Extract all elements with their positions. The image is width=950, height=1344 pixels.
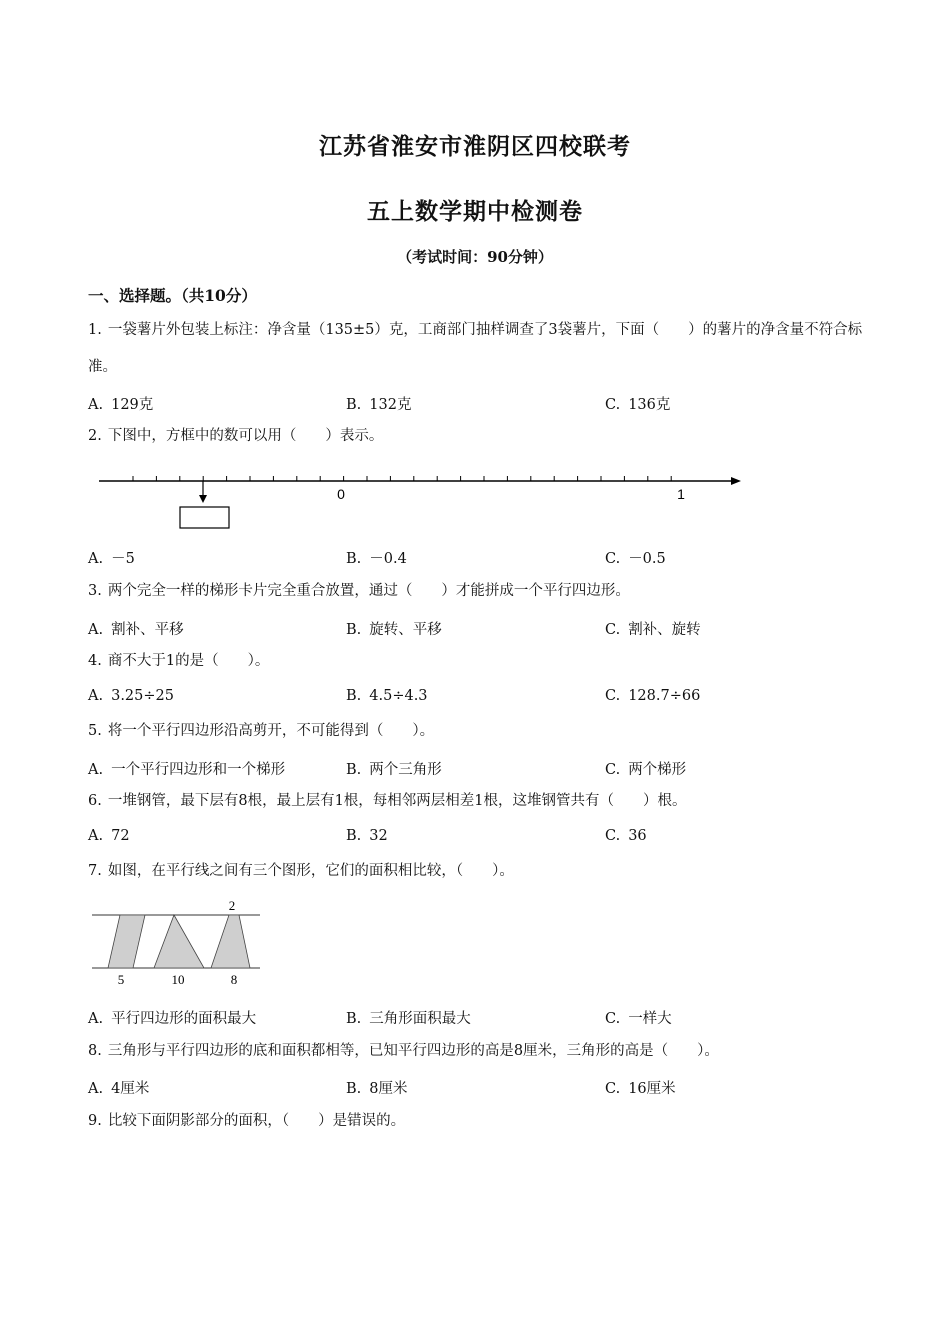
exam-title-line2: 五上数学期中检测卷 bbox=[367, 198, 583, 225]
option-2c[interactable]: C. －0.5 bbox=[605, 551, 666, 567]
question-text: 比较下面阴影部分的面积，（ ）是错误的。 bbox=[107, 1113, 406, 1129]
option-1b[interactable]: B. 132克 bbox=[346, 397, 412, 413]
option-7a[interactable]: A. 平行四边形的面积最大 bbox=[88, 1011, 257, 1027]
number-line-label-one: 1 bbox=[677, 486, 685, 502]
question-8 bbox=[88, 1033, 868, 1070]
option-6a[interactable]: A. 72 bbox=[88, 828, 130, 844]
question-text: 商不大于1的是（ ）。 bbox=[107, 653, 270, 669]
option-1a[interactable]: A. 129克 bbox=[88, 397, 154, 413]
option-8b[interactable]: B. 8厘米 bbox=[346, 1081, 408, 1097]
bottom-label-trapezoid: 8 bbox=[230, 972, 238, 987]
exam-time: （考试时间：90分钟） bbox=[397, 248, 553, 266]
option-6b[interactable]: B. 32 bbox=[346, 828, 388, 844]
question-text: 如图，在平行线之间有三个图形，它们的面积相比较，（ ）。 bbox=[107, 863, 514, 879]
question-9 bbox=[88, 1103, 868, 1140]
number-line-arrowhead bbox=[731, 477, 741, 485]
option-5b[interactable]: B. 两个三角形 bbox=[346, 762, 442, 778]
question-2 bbox=[88, 418, 868, 455]
question-number: 4. bbox=[88, 653, 102, 669]
bottom-label-parallelogram: 5 bbox=[117, 972, 125, 987]
option-8c[interactable]: C. 16厘米 bbox=[605, 1081, 676, 1097]
question-5 bbox=[88, 713, 868, 750]
triangle-shape bbox=[154, 915, 204, 968]
pointer-arrow-head bbox=[199, 495, 207, 503]
parallelogram-shape bbox=[108, 915, 145, 968]
option-3c[interactable]: C. 割补、旋转 bbox=[605, 622, 701, 638]
bottom-label-triangle: 10 bbox=[171, 972, 185, 987]
option-5c[interactable]: C. 两个梯形 bbox=[605, 762, 687, 778]
section-heading: 一、选择题。（共10分） bbox=[88, 286, 257, 305]
top-label: 2 bbox=[228, 898, 236, 913]
option-4a[interactable]: A. 3.25÷25 bbox=[88, 688, 174, 704]
question-text: 三角形与平行四边形的底和面积都相等，已知平行四边形的高是8厘米，三角形的高是（ ）。 bbox=[107, 1043, 719, 1059]
question-1 bbox=[88, 312, 868, 386]
option-1c[interactable]: C. 136克 bbox=[605, 397, 671, 413]
question-number: 5. bbox=[88, 723, 102, 739]
option-3b[interactable]: B. 旋转、平移 bbox=[346, 622, 442, 638]
option-7b[interactable]: B. 三角形面积最大 bbox=[346, 1011, 471, 1027]
question-7 bbox=[88, 853, 868, 890]
parallel-shapes-figure bbox=[90, 895, 265, 990]
question-text: 将一个平行四边形沿高剪开，不可能得到（ ）。 bbox=[107, 723, 435, 739]
answer-box bbox=[180, 507, 229, 528]
question-text: 下图中，方框中的数可以用（ ）表示。 bbox=[107, 428, 384, 444]
option-4b[interactable]: B. 4.5÷4.3 bbox=[346, 688, 428, 704]
question-number: 7. bbox=[88, 863, 102, 879]
question-number: 6. bbox=[88, 793, 102, 809]
question-number: 1. bbox=[88, 322, 102, 338]
question-6 bbox=[88, 783, 868, 820]
question-4 bbox=[88, 643, 868, 680]
question-number: 8. bbox=[88, 1043, 102, 1059]
question-text: 一袋薯片外包装上标注：净含量（135±5）克，工商部门抽样调查了3袋薯片，下面（ ）的薯片的净含量不符合标准。 bbox=[88, 322, 863, 375]
number-line-label-zero: 0 bbox=[337, 486, 345, 502]
option-3a[interactable]: A. 割补、平移 bbox=[88, 622, 184, 638]
number-line-figure bbox=[95, 466, 745, 536]
option-5a[interactable]: A. 一个平行四边形和一个梯形 bbox=[88, 762, 286, 778]
option-8a[interactable]: A. 4厘米 bbox=[88, 1081, 150, 1097]
question-3 bbox=[88, 573, 868, 610]
question-number: 3. bbox=[88, 583, 102, 599]
option-4c[interactable]: C. 128.7÷66 bbox=[605, 688, 701, 704]
option-2a[interactable]: A. －5 bbox=[88, 551, 135, 567]
question-text: 两个完全一样的梯形卡片完全重合放置，通过（ ）才能拼成一个平行四边形。 bbox=[107, 583, 630, 599]
question-text: 一堆钢管，最下层有8根，最上层有1根，每相邻两层相差1根，这堆钢管共有（ ）根。 bbox=[107, 793, 687, 809]
option-7c[interactable]: C. 一样大 bbox=[605, 1011, 672, 1027]
question-number: 2. bbox=[88, 428, 102, 444]
option-2b[interactable]: B. －0.4 bbox=[346, 551, 407, 567]
exam-title-line1: 江苏省淮安市淮阴区四校联考 bbox=[319, 133, 631, 160]
option-6c[interactable]: C. 36 bbox=[605, 828, 647, 844]
question-number: 9. bbox=[88, 1113, 102, 1129]
trapezoid-shape bbox=[211, 915, 250, 968]
number-line-ticks bbox=[133, 476, 671, 481]
